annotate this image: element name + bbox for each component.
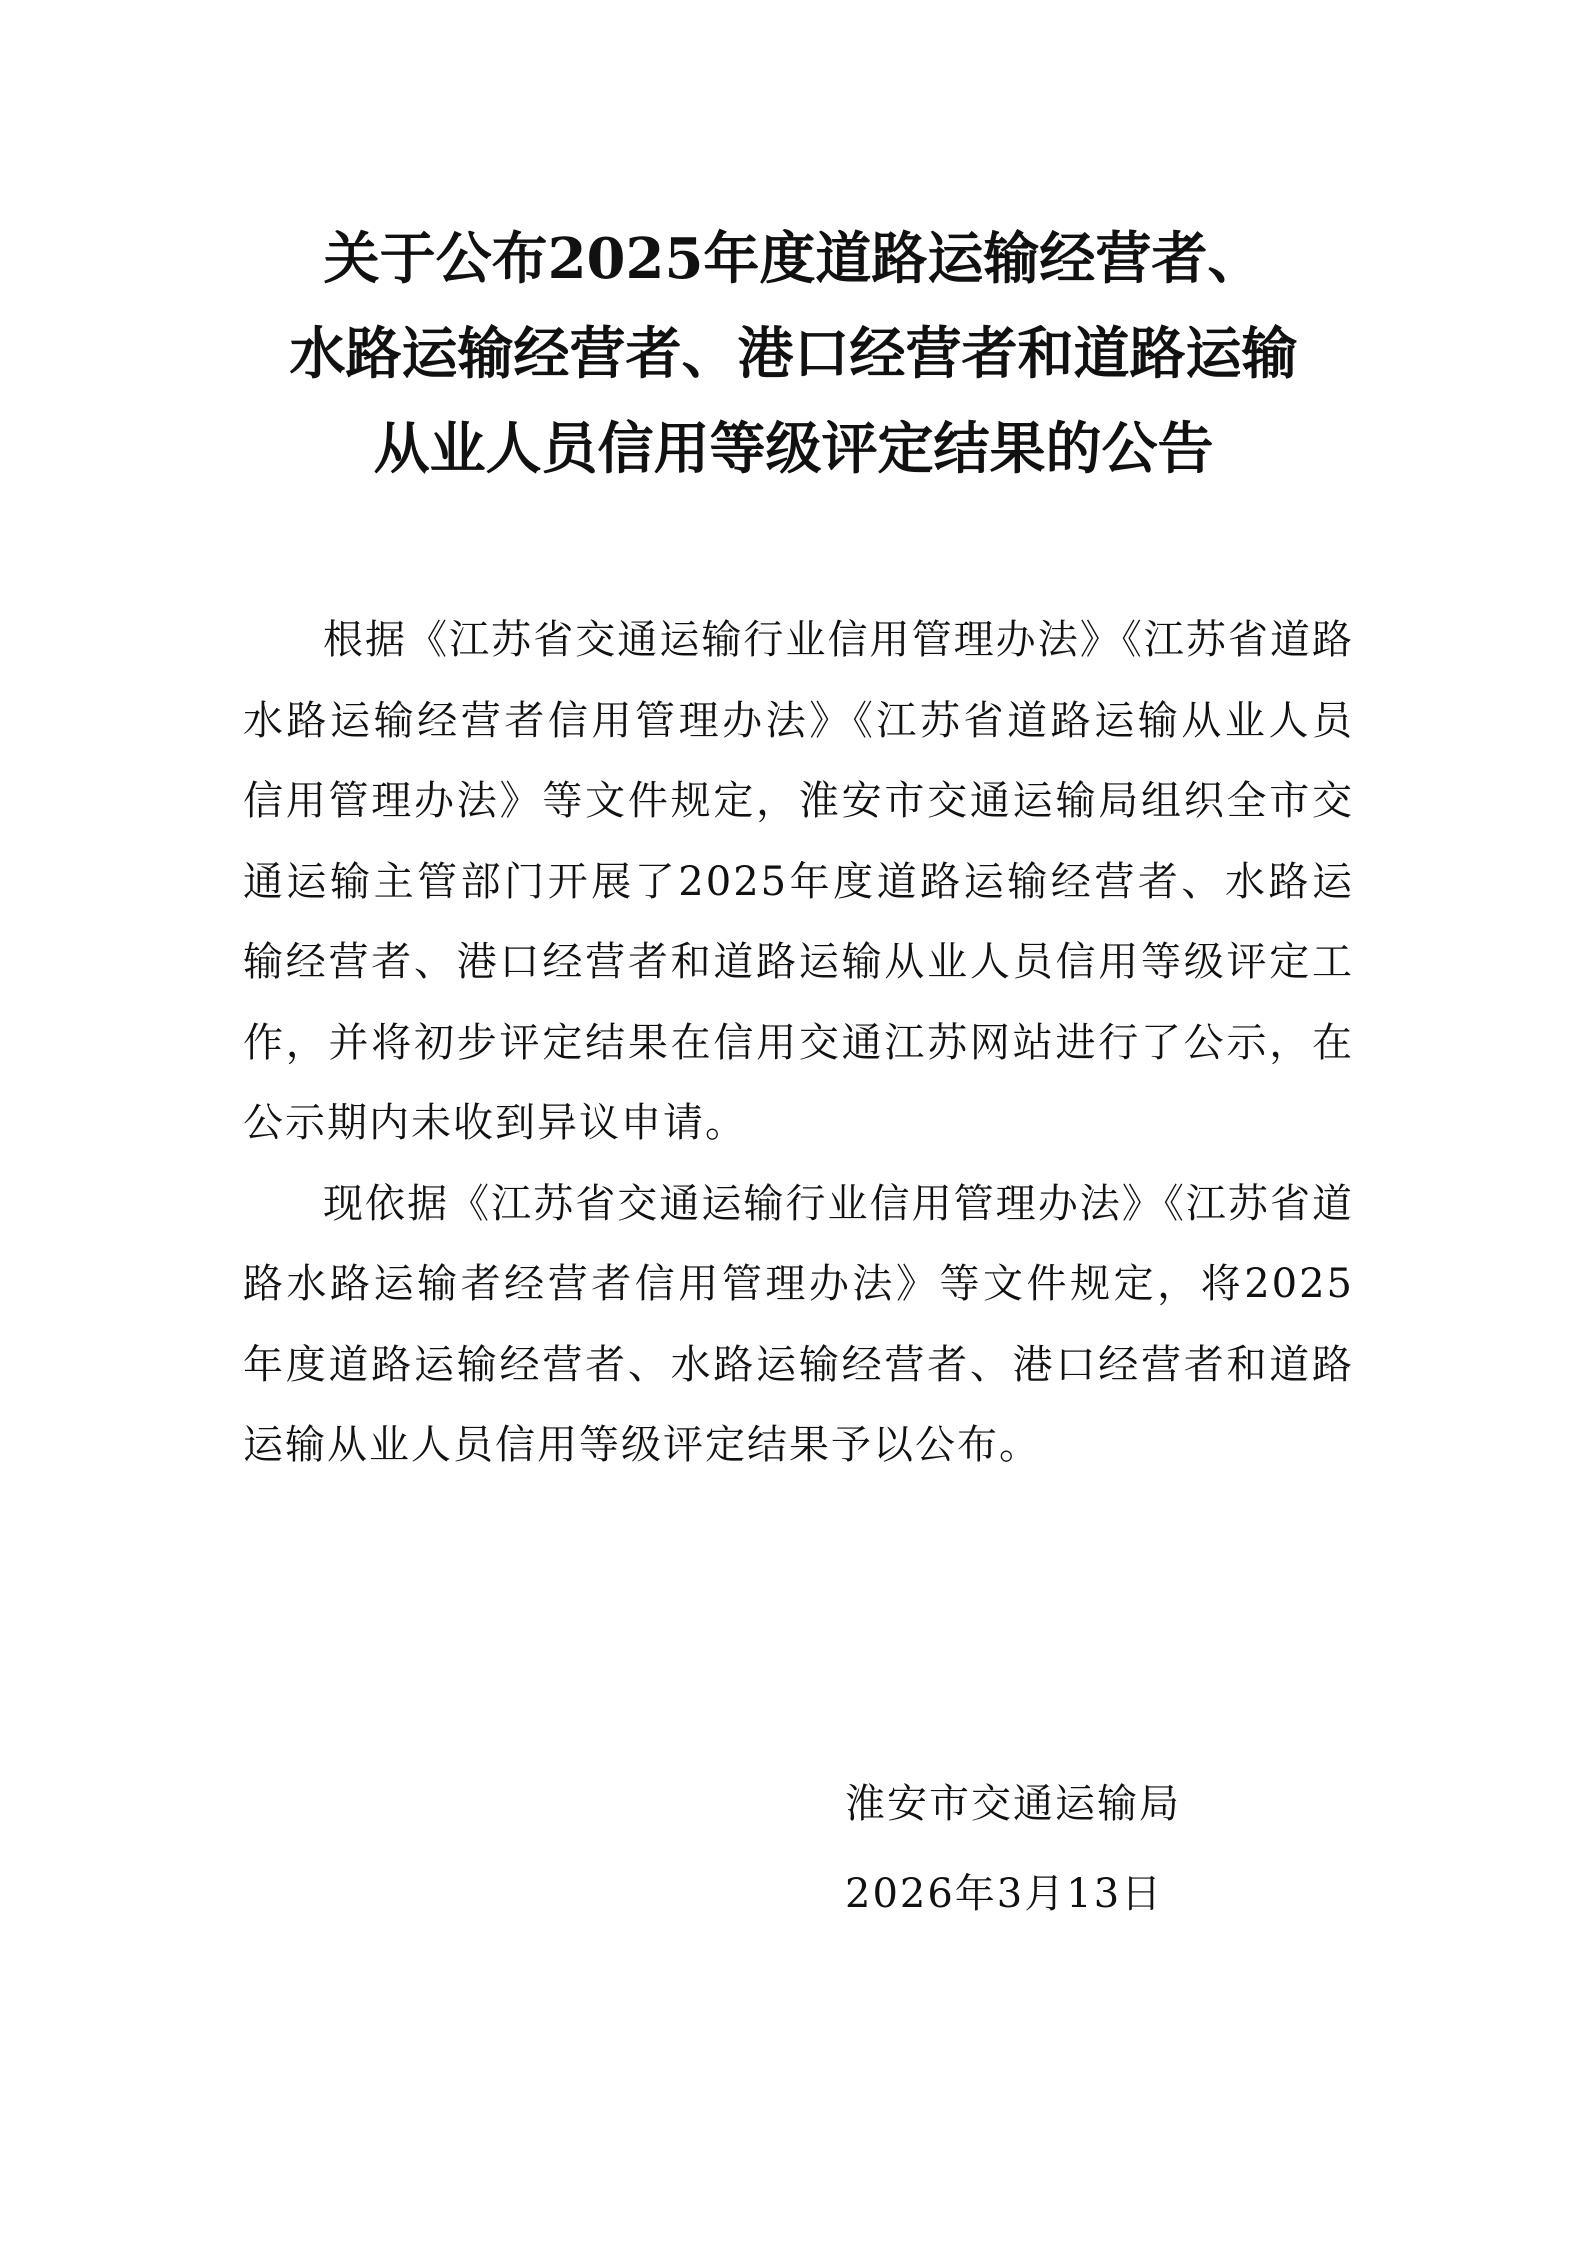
body-paragraph-1: 根据《江苏省交通运输行业信用管理办法》《江苏省道路水路运输经营者信用管理办法》《江苏省道路运输从业人员信用管理办法》等文件规定，淮安市交通运输局组织全市交通运输主管部门开展了2025年度道路运输经营者、水路运输经营者、港口经营者和道路运输从业人员信用等级评定工作，并将初步评定结果在信用交通江苏网站进行了公示，在公示期内未收到异议申请。 <box>243 617 1354 1146</box>
body-paragraph-2: 现依据《江苏省交通运输行业信用管理办法》《江苏省道路水路运输者经营者信用管理办法》等文件规定，将2025年度道路运输经营者、水路运输经营者、港口经营者和道路运输从业人员信用等级评定结果予以公布。 <box>243 1180 1354 1468</box>
document-title <box>150 212 1437 497</box>
document-body <box>243 600 1354 1486</box>
title-line-3: 从业人员信用等级评定结果的公告 <box>373 416 1214 482</box>
title-line-2: 水路运输经营者、港口经营者和道路运输 <box>289 321 1298 387</box>
signature-organization: 淮安市交通运输局 <box>845 1781 1181 1827</box>
title-line-1: 关于公布2025年度道路运输经营者、 <box>323 226 1264 292</box>
signature-date: 2026年3月13日 <box>845 1871 1164 1917</box>
